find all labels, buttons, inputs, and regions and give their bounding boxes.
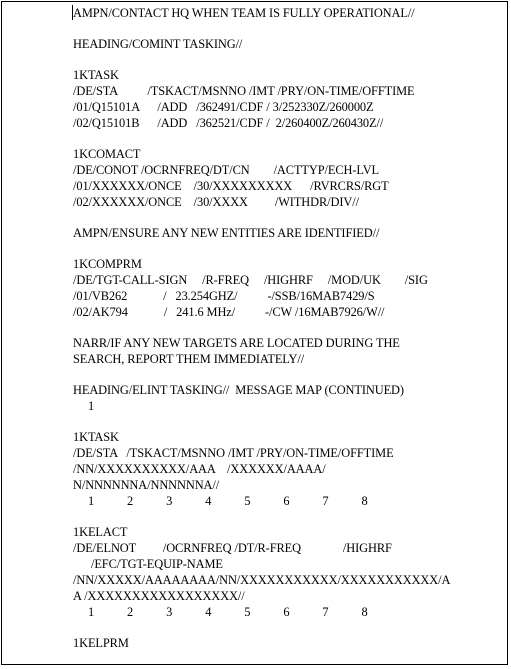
ktask-row-2: /02/Q15101B /ADD /362521/CDF / 2/260400Z/260430Z// [73, 116, 384, 130]
kcomact-row-1: /01/XXXXXX/ONCE /30/XXXXXXXXX /RVRCRS/RGT [73, 179, 389, 193]
narr-line-2: SEARCH, REPORT THEM IMMEDIATELY// [73, 352, 305, 366]
kcomprm-header-line: /DE/TGT-CALL-SIGN /R-FREQ /HIGHRF /MOD/UK /SIG [73, 273, 428, 287]
elint-ktask-map-line-2: N/NNNNNNA/NNNNNNA// [73, 478, 220, 492]
ktask-row-1: /01/Q15101A /ADD /362491/CDF / 3/252330Z/260000Z [73, 100, 374, 114]
elint-ktask-header-line: /DE/STA /TSKACT/MSNNO /IMT /PRY/ON-TIME/OFFTIME [73, 446, 394, 460]
kelact-set-label: 1KELACT [73, 525, 128, 539]
elint-ktask-map-line-1: /NN/XXXXXXXXXX/AAA /XXXXXX/AAAA/ [73, 462, 326, 476]
kelact-map-line-1: /NN/XXXXX/AAAAAAAA/NN/XXXXXXXXXXX/XXXXXXXXXXX/A [73, 573, 451, 587]
kcomprm-set-label: 1KCOMPRM [73, 257, 142, 271]
kelprm-set-label: 1KELPRM [73, 636, 129, 650]
ktask-set-label: 1KTASK [73, 68, 119, 82]
kelact-header-line: /DE/ELNOT /OCRNFREQ /DT/R-FREQ /HIGHRF [73, 541, 392, 555]
document-page [1, 1, 508, 665]
kcomprm-row-2: /02/AK794 / 241.6 MHz/ -/CW /16MAB7926/W// [73, 305, 385, 319]
kcomprm-row-1: /01/VB262 / 23.254GHZ/ -/SSB/16MAB7429/S [73, 289, 375, 303]
kcomact-row-2: /02/XXXXXX/ONCE /30/XXXX /WITHDR/DIV// [73, 195, 359, 209]
narr-line-1: NARR/IF ANY NEW TARGETS ARE LOCATED DURING THE [73, 336, 400, 350]
ampn-ensure-line: AMPN/ENSURE ANY NEW ENTITIES ARE IDENTIFIED// [73, 226, 380, 240]
elint-ktask-field-numbers: 1 2 3 4 5 6 7 8 [73, 494, 368, 508]
kelact-field-numbers: 1 2 3 4 5 6 7 8 [73, 605, 368, 619]
heading-elint-line: HEADING/ELINT TASKING// MESSAGE MAP (CONTINUED) [73, 383, 404, 397]
elint-ktask-set-label: 1KTASK [73, 430, 119, 444]
kelact-map-line-2: A /XXXXXXXXXXXXXXXXX// [73, 589, 245, 603]
ktask-header-line: /DE/STA /TSKACT/MSNNO /IMT /PRY/ON-TIME/OFFTIME [73, 84, 415, 98]
heading-comint-line: HEADING/COMINT TASKING// [73, 37, 243, 51]
kcomact-set-label: 1KCOMACT [73, 147, 141, 161]
ampn-contact-line: AMPN/CONTACT HQ WHEN TEAM IS FULLY OPERATIONAL// [73, 6, 415, 20]
kcomact-header-line: /DE/CONOT /OCRNFREQ/DT/CN /ACTTYP/ECH-LVL [73, 163, 380, 177]
kelact-header-continued: /EFC/TGT-EQUIP-NAME [73, 557, 223, 571]
message-map-index-1: 1 [73, 399, 95, 413]
